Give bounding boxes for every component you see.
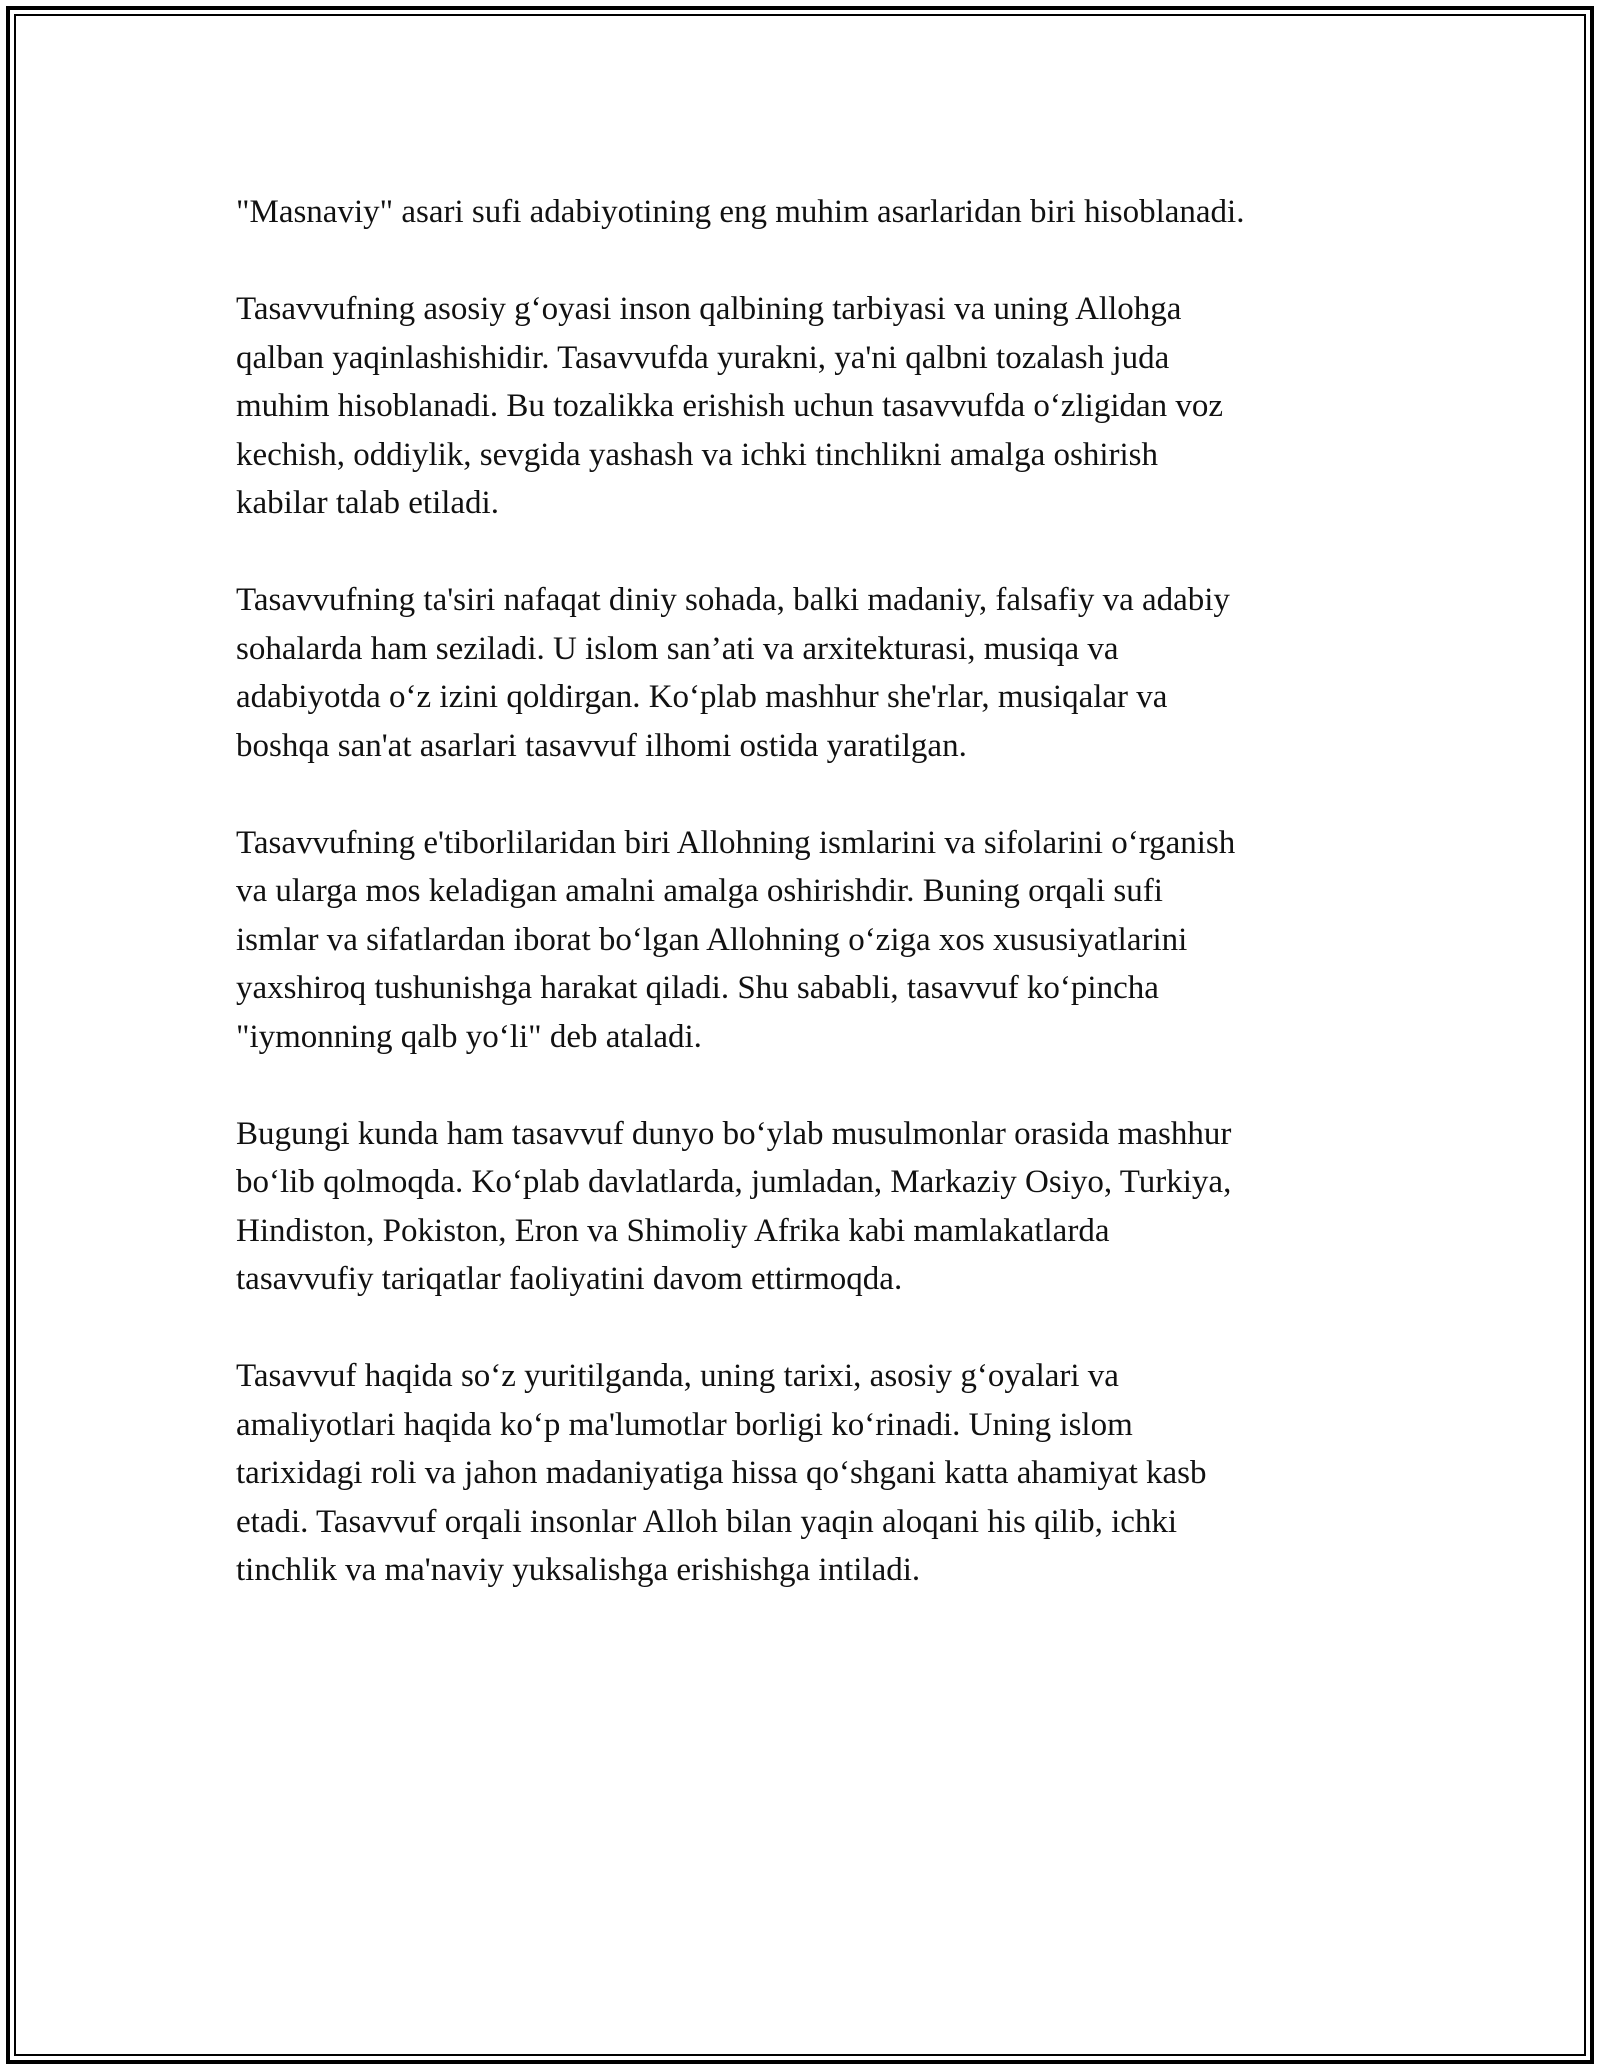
text-line: ismlar va sifatlardan iborat boʻlgan Allohning oʻziga xos xususiyatlarini [236,921,1188,958]
text-line: tinchlik va ma'naviy yuksalishga erishishga intiladi. [236,1552,921,1588]
text-line: adabiyotda oʻz izini qoldirgan. Koʻplab mashhur she'rlar, musiqalar va [236,679,1168,715]
text-line: va ularga mos keladigan amalni amalga oshirishdir. Buning orqali sufi [236,873,1163,909]
text-line: qalban yaqinlashishidir. Tasavvufda yurakni, ya'ni qalbni tozalash juda [236,339,1170,376]
text-line: "iymonning qalb yoʻli" deb ataladi. [236,1018,702,1055]
text-line: Tasavvufning ta'siri nafaqat diniy sohada, balki madaniy, falsafiy va adabiy [236,582,1230,618]
paragraph-1 [236,188,1366,237]
text-line: Hindiston, Pokiston, Eron va Shimoliy Afrika kabi mamlakatlarda [236,1212,1110,1249]
text-line: tarixidagi roli va jahon madaniyatiga hissa qoʻshgani katta ahamiyat kasb [236,1455,1207,1491]
text-line: etadi. Tasavvuf orqali insonlar Alloh bilan yaqin aloqani his qilib, ichki [236,1503,1178,1540]
paragraph-3 [236,576,1366,770]
text-line: Tasavvufning asosiy gʻoyasi inson qalbining tarbiyasi va uning Allohga [236,291,1182,327]
text-line: "Masnaviy" asari sufi adabiyotining eng muhim asarlaridan biri hisoblanadi. [236,194,1245,230]
text-line: kechish, oddiylik, sevgida yashash va ichki tinchlikni amalga oshirish [236,436,1159,473]
paragraph-4 [236,819,1366,1062]
text-line: tasavvufiy tariqatlar faoliyatini davom ettirmoqda. [236,1261,903,1297]
text-line: Tasavvufning e'tiborlilaridan biri Allohning ismlarini va sifolarini oʻrganish [236,824,1236,861]
text-line: Tasavvuf haqida soʻz yuritilganda, uning tarixi, asosiy gʻoyalari va [236,1358,1119,1394]
paragraph-6 [236,1352,1366,1595]
text-line: Bugungi kunda ham tasavvuf dunyo boʻylab musulmonlar orasida mashhur [236,1115,1232,1152]
text-line: sohalarda ham seziladi. U islom san’ati va arxitekturasi, musiqa va [236,630,1119,667]
document-body [236,188,1366,1643]
paragraph-5 [236,1110,1366,1304]
text-line: yaxshiroq tushunishga harakat qiladi. Shu sababli, tasavvuf koʻpincha [236,970,1159,1006]
text-line: boʻlib qolmoqda. Koʻplab davlatlarda, jumladan, Markaziy Osiyo, Turkiya, [236,1164,1232,1200]
text-line: kabilar talab etiladi. [236,485,499,521]
paragraph-2 [236,285,1366,528]
text-line: amaliyotlari haqida koʻp ma'lumotlar borligi koʻrinadi. Uning islom [236,1406,1133,1443]
text-line: boshqa san'at asarlari tasavvuf ilhomi ostida yaratilgan. [236,727,967,764]
text-line: muhim hisoblanadi. Bu tozalikka erishish uchun tasavvufda oʻzligidan voz [236,388,1224,424]
